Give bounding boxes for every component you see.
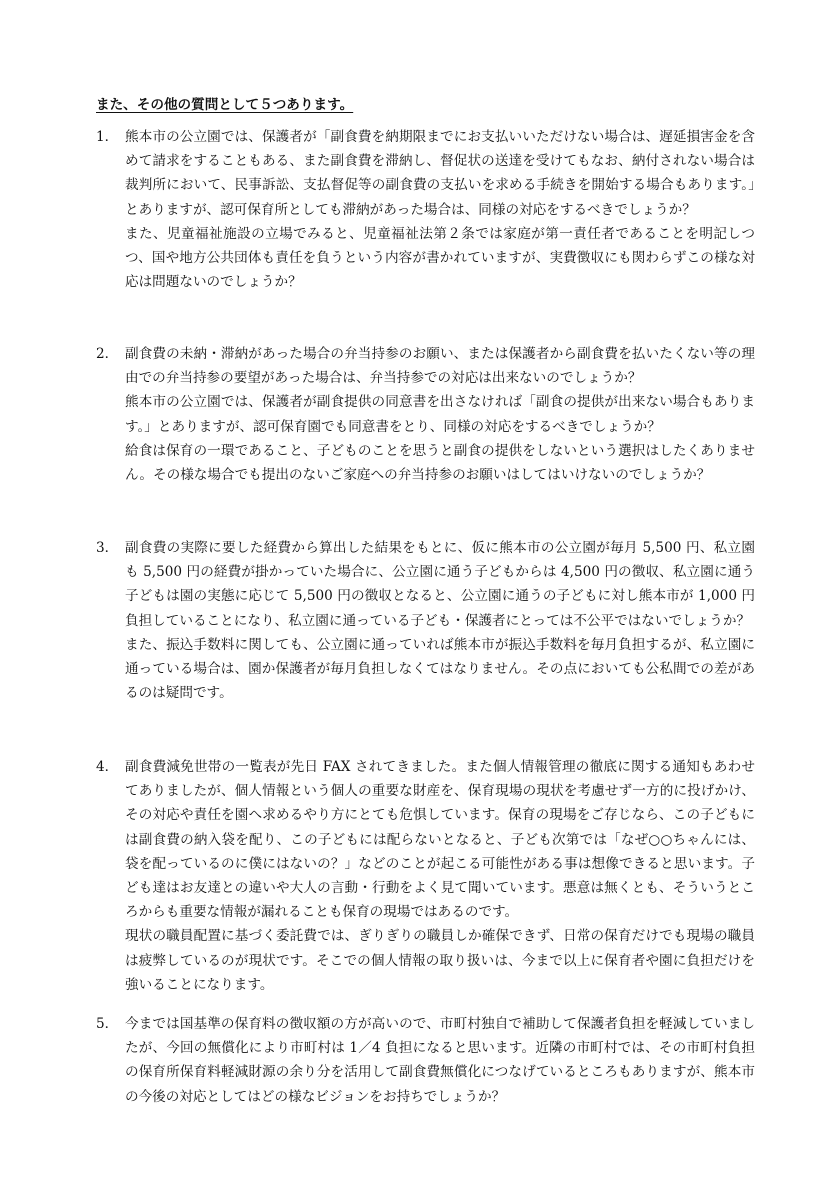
question-paragraph: また、振込手数料に関しても、公立園に通っていれば熊本市が振込手数料を毎月負担するが、私立園に通っている場合は、園か保護者が毎月負担しなくてはなりません。その点においても公私間での差があるのは疑問です。 [125, 636, 755, 702]
question-body [125, 342, 755, 487]
question-paragraph: 今までは国基準の保育料の徴収額の方が高いので、市町村独自で補助して保護者負担を軽減していましたが、今回の無償化により市町村は 1／4 負担になると思います。近隣の市町村では、その市町村負担の保育所保育料軽減財源の余り分を活用して副食費無償化につなげているところもありますが、熊本市の今後の対応としてはどの様なビジョンをお持ちでしょうか？ [125, 1016, 755, 1105]
question-number: 2． [96, 346, 119, 362]
question-number: 5． [96, 1016, 119, 1032]
question-paragraph: また、児童福祉施設の立場でみると、児童福祉法第２条では家庭が第一責任者であることを明記しつつ、国や地方公共団体も責任を負うという内容が書かれていますが、実費徴収にも関わらずこの様な対応は問題ないのでしょうか？ [125, 225, 755, 291]
question-paragraph: 熊本市の公立園では、保護者が「副食費を納期限までにお支払いいただけない場合は、遅延損害金を含めて請求をすることもある、また副食費を滞納し、督促状の送達を受けてもなお、納付されない場合は裁判所において、民事訴訟、支払督促等の副食費の支払いを求める手続きを開始する場合もあります。」とありますが、認可保育所としても滞納があった場合は、同様の対応をするべきでしょうか？ [125, 129, 755, 218]
question-paragraph: 給食は保育の一環であること、子どものことを思うと副食の提供をしないという選択はしたくありません。その様な場合でも提出のないご家庭への弁当持参のお願いはしてはいけないのでしょうか？ [125, 442, 755, 484]
section-heading: また、その他の質問として５つあります。 [96, 97, 354, 113]
question-paragraph: 現状の職員配置に基づく委託費では、ぎりぎりの職員しか確保できず、日常の保育だけでも現場の職員は疲弊しているのが現状です。そこでの個人情報の取り扱いは、今まで以上に保育者や園に負担だけを強いることになります。 [125, 928, 755, 993]
question-paragraph: 副食費の実際に要した経費から算出した結果をもとに、仮に熊本市の公立園が毎月 5,500 円、私立園も 5,500 円の経費が掛かっていた場合に、公立園に通う子どもからは 4,500 円の徴収、私立園に通う子どもは園の実態に応じて 5,500 円の徴収となると、公立園に通うの子どもに対し熊本市が 1,000 円負担していることになり、私立園に通っている子ども・保護者にとっては不公平ではないでしょうか？ [125, 540, 755, 629]
question-body [125, 536, 755, 705]
question-number: 1． [96, 129, 119, 145]
question-paragraph: 熊本市の公立園では、保護者が副食提供の同意書を出さなければ「副食の提供が出来ない場合もあります。」とありますが、認可保育園でも同意書をとり、同様の対応をするべきでしょうか？ [125, 394, 755, 435]
question-number: 3． [96, 540, 119, 556]
question-paragraph: 副食費減免世帯の一覧表が先日 FAX されてきました。また個人情報管理の徹底に関する通知もあわせてありましたが、個人情報という個人の重要な財産を、保育現場の現状を考慮せず一方的に投げかけ、その対応や責任を園へ求めるやり方にとても危惧しています。保育の現場をご存じなら、この子どもには副食費の納入袋を配り、この子どもには配らないとなると、子ども次第では「なぜ○○ちゃんには、袋を配っているのに僕にはないの？」などのことが起こる可能性がある事は想像できると思います。子ども達はお友達との違いや大人の言動・行動をよく見て聞いています。悪意は無くとも、そういうところからも重要な情報が漏れることも保育の現場ではあるのです。 [125, 759, 755, 921]
question-body [125, 1012, 755, 1109]
question-body [125, 125, 755, 294]
question-paragraph: 副食費の未納・滞納があった場合の弁当持参のお願い、または保護者から副食費を払いたくない等の理由での弁当持参の要望があった場合は、弁当持参での対応は出来ないのでしょうか？ [125, 346, 755, 387]
question-body [125, 755, 755, 997]
question-number: 4． [96, 759, 119, 775]
